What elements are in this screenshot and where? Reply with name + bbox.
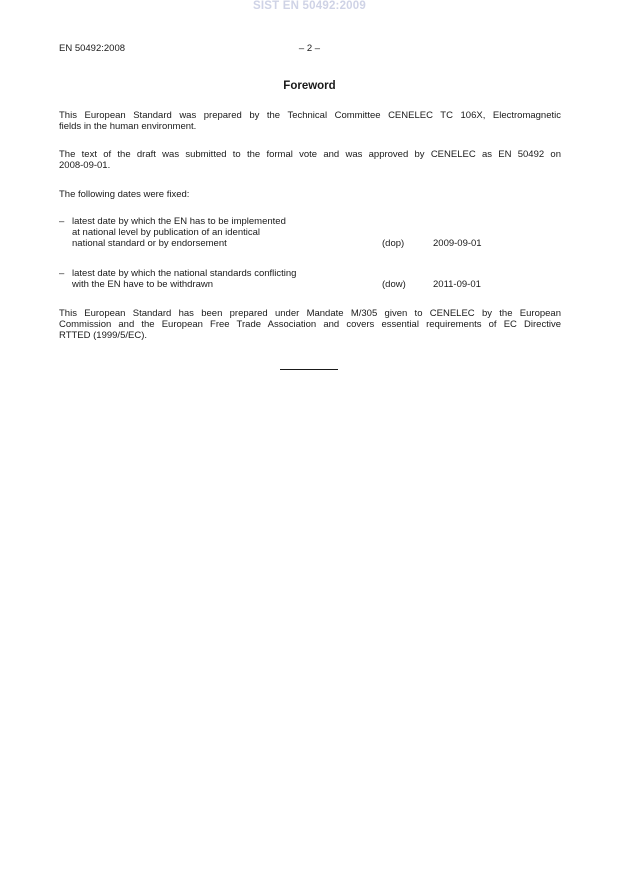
description-line: latest date by which the national standards conflicting [72,268,297,279]
list-dash: – [59,216,65,227]
paragraph-line: RTTED (1999/5/EC). [59,330,147,341]
description-line: national standard or by endorsement [72,238,227,249]
description-line: with the EN have to be withdrawn [72,279,213,290]
paragraph-line: This European Standard was prepared by the Technical Committee CENELEC TC 106X, Electromagnetic [59,110,561,121]
date-item-dow [59,268,561,291]
paragraph-mandate [59,308,561,341]
paragraph-prepared-by [59,110,561,132]
date-item-description [72,268,372,290]
watermark: SIST EN 50492:2009 [253,0,366,12]
document-id: EN 50492:2008 [59,43,126,54]
paragraph-line: fields in the human environment. [59,121,197,132]
paragraph-vote [59,149,561,171]
paragraph-line: Commission and the European Free Trade Association and covers essential requirements of EC Directive [59,319,561,330]
paragraph-line: This European Standard has been prepared under Mandate M/305 given to CENELEC by the European [59,308,561,319]
section-end-rule [280,369,338,370]
paragraph-dates-intro: The following dates were fixed: [59,189,190,200]
paragraph-line: 2008-09-01. [59,160,111,171]
description-line: latest date by which the EN has to be implemented [72,216,286,227]
date-value: 2009-09-01 [433,238,482,249]
date-value: 2011-09-01 [433,279,481,290]
list-dash: – [59,268,65,279]
description-line: at national level by publication of an identical [72,227,261,238]
date-abbreviation: (dop) [382,238,405,249]
page-number: – 2 – [298,43,321,54]
paragraph-line: The text of the draft was submitted to the formal vote and was approved by CENELEC as EN 50492 on [59,149,561,160]
date-item-description [72,216,372,249]
date-item-dop [59,216,561,250]
page-title: Foreword [283,80,336,92]
date-abbreviation: (dow) [382,279,406,290]
